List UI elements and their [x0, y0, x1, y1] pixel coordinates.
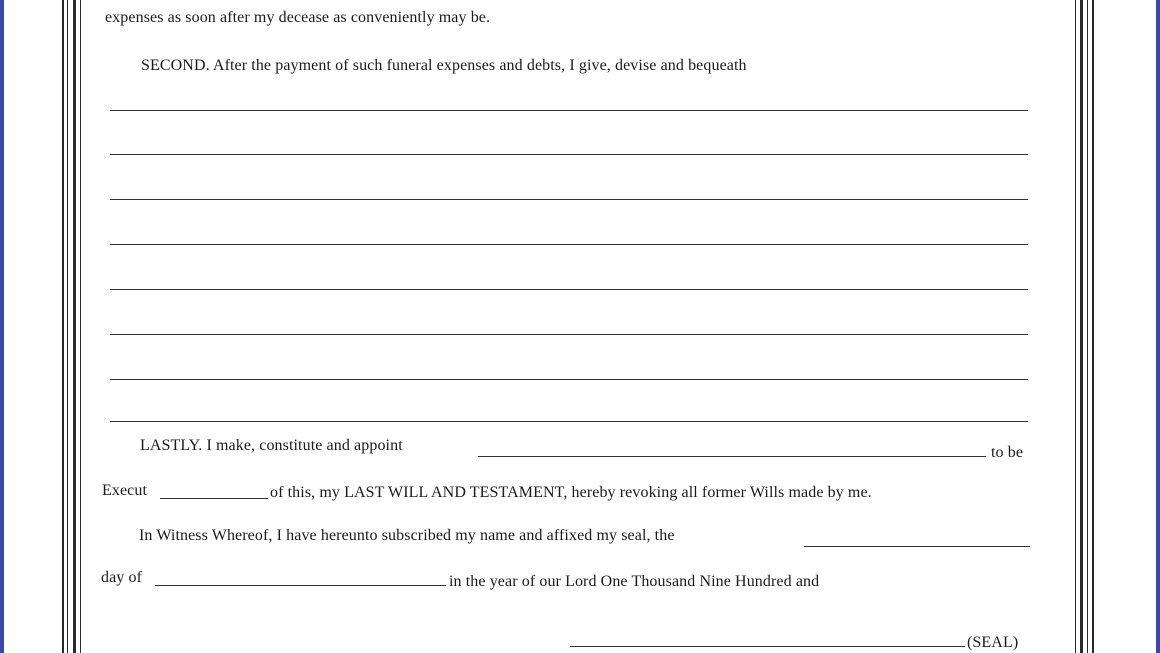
page-edge-right: [1156, 0, 1160, 653]
bequest-line[interactable]: [110, 244, 1028, 245]
day-of-month-field[interactable]: [155, 585, 446, 586]
seal-label: (SEAL): [967, 634, 1019, 651]
revocation-clause: of this, my LAST WILL AND TESTAMENT, hereby revoking all former Wills made by me.: [270, 484, 872, 501]
expenses-line: expenses as soon after my decease as conveniently may be.: [105, 9, 491, 26]
executor-name-field[interactable]: [478, 456, 986, 457]
bequest-line[interactable]: [110, 334, 1028, 335]
bequest-line[interactable]: [110, 199, 1028, 200]
frame-border-left: [62, 0, 64, 653]
bequest-line[interactable]: [110, 289, 1028, 290]
frame-border-right: [1087, 0, 1088, 653]
bequest-line[interactable]: [110, 110, 1028, 111]
to-be-text: to be: [991, 444, 1024, 461]
frame-border-right: [1075, 0, 1076, 653]
frame-border-right: [1092, 0, 1094, 653]
lastly-clause: LASTLY. I make, constitute and appoint: [140, 437, 403, 454]
witness-date-field[interactable]: [804, 546, 1030, 547]
signature-field[interactable]: [570, 646, 965, 647]
frame-border-right: [1080, 0, 1083, 653]
frame-border-left: [80, 0, 81, 653]
frame-border-left: [67, 0, 68, 653]
bequest-line[interactable]: [110, 154, 1028, 155]
second-clause: SECOND. After the payment of such funeral expenses and debts, I give, devise and bequeath: [141, 57, 747, 74]
execut-label: Execut: [102, 482, 148, 499]
bequest-line[interactable]: [110, 379, 1028, 380]
day-of-label: day of: [101, 569, 143, 586]
year-clause: in the year of our Lord One Thousand Nine Hundred and: [449, 573, 820, 590]
execut-suffix-field[interactable]: [160, 498, 268, 499]
witness-clause: In Witness Whereof, I have hereunto subscribed my name and affixed my seal, the: [139, 527, 675, 544]
bequest-line[interactable]: [110, 421, 1028, 422]
frame-border-left: [73, 0, 76, 653]
page-edge-left: [0, 0, 4, 653]
